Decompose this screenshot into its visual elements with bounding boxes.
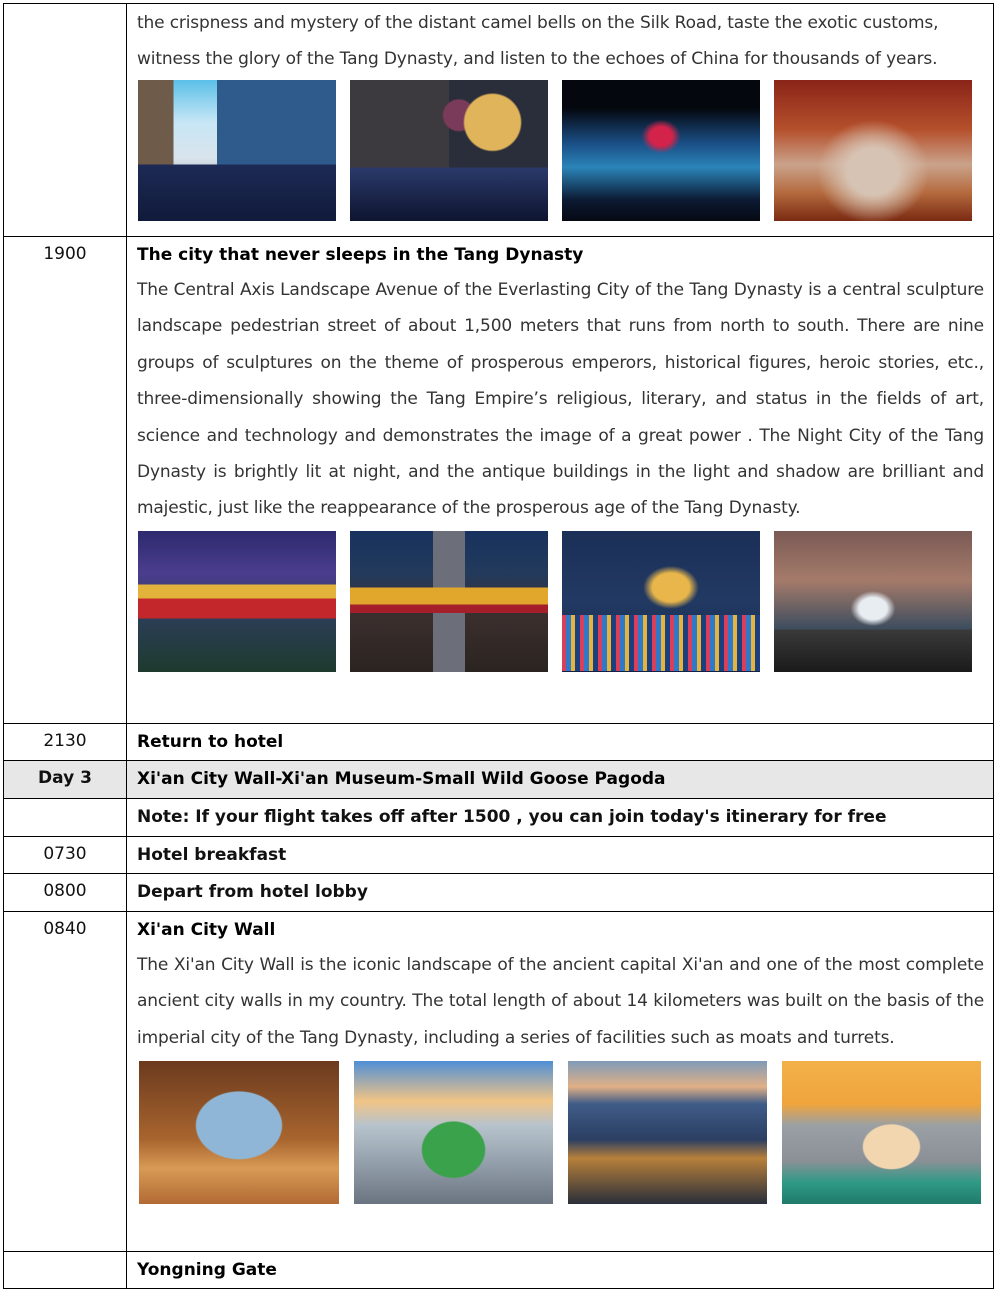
note-text: Note: If your flight takes off after 1500 , you can join today's itinerary for free [137,807,887,827]
photo-gallery [138,531,984,672]
photo-night-avenue-aerial [350,531,548,672]
activity-text: Depart from hotel lobby [137,882,368,902]
itinerary-table [3,3,994,1289]
activity-title: Xi'an City Wall [137,920,276,940]
photo-stage-scene-dancers [774,80,972,221]
itinerary-row-0800 [4,873,993,911]
photo-night-palace-statue [138,531,336,672]
itinerary-row-continuation [4,3,993,236]
time-cell: 2130 [4,724,127,760]
photo-stage-scene-street [138,80,336,221]
day-route-title: Xi'an City Wall-Xi'an Museum-Small Wild Goose Pagoda [137,769,666,789]
photo-night-palace-lake [562,531,760,672]
description-line: the crispness and mystery of the distant camel bells on the Silk Road, taste the exotic customs, [137,13,939,33]
photo-gallery [138,80,984,221]
photo-stage-scene-tree [350,80,548,221]
time-cell [4,4,127,236]
photo-city-wall-aerial-dusk [568,1061,767,1204]
description-text: The Central Axis Landscape Avenue of the Everlasting City of the Tang Dynasty is a central sculpture landscape pedestrian street of about 1,500 meters that runs from north to south. There are nine groups of sculptures on the theme of prosperous emperors, historical figures, heroic stories, etc., three-dimensionally showing the Tang Empire’s religious, literary, and status in the fields of art, science and technology and demonstrates the image of a great power . The Night City of the Tang Dynasty is brightly lit at night, and the antique buildings in the light and shadow are brilliant and majestic, just like the reappearance of the prosperous age of the Tang Dynasty. [137,280,984,519]
day-header-row [4,760,993,798]
itinerary-row-yongning-gate [4,1251,993,1289]
itinerary-row-1900 [4,236,993,723]
day-label: Day 3 [4,761,127,798]
activity-title: The city that never sleeps in the Tang Dynasty [137,245,584,265]
photo-city-wall-illustration [782,1061,981,1204]
description-text [137,5,984,78]
activity-title: Yongning Gate [137,1260,277,1280]
photo-stage-scene-red-figure [562,80,760,221]
time-cell [4,799,127,836]
activity-title: Return to hotel [137,732,284,752]
time-cell: 0730 [4,837,127,873]
photo-gallery [139,1061,984,1204]
time-cell: 0840 [4,912,127,1251]
time-cell [4,1252,127,1288]
time-cell: 1900 [4,237,127,723]
description-line: witness the glory of the Tang Dynasty, and listen to the echoes of China for thousands of years. [137,49,938,70]
activity-text: Hotel breakfast [137,845,287,865]
photo-city-gate-arch [139,1061,339,1204]
itinerary-row-note [4,798,993,836]
photo-night-sculpture-group [774,531,972,672]
photo-city-wall-roundabout [354,1061,553,1204]
itinerary-row-0840 [4,911,993,1251]
itinerary-row-0730 [4,836,993,873]
description-text: The Xi'an City Wall is the iconic landscape of the ancient capital Xi'an and one of the most complete ancient city walls in my country. The total length of about 14 kilometers was built on the basis of the imperial city of the Tang Dynasty, including a series of facilities such as moats and turrets. [137,955,984,1048]
time-cell: 0800 [4,874,127,911]
itinerary-row-2130 [4,723,993,760]
